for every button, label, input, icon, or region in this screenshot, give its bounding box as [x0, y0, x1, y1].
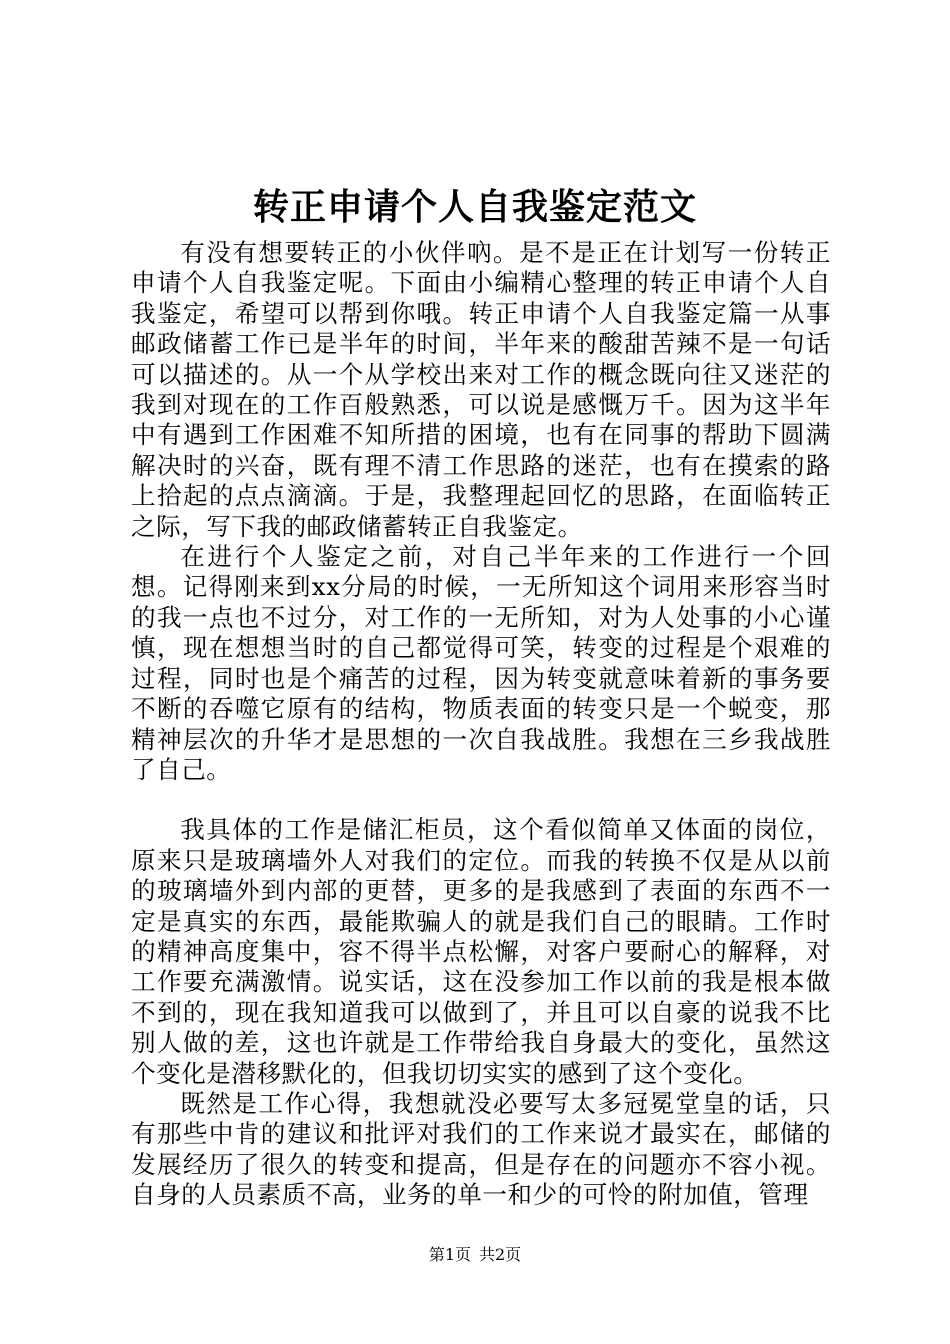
page-total: 共2页: [479, 1245, 522, 1264]
document-title: 转正申请个人自我鉴定范文: [252, 186, 697, 228]
paragraph-intro: 有没有想要转正的小伙伴吶。是不是正在计划写一份转正申请个人自我鉴定呢。下面由小编精心整理的转正申请个人自我鉴定，希望可以帮到你哦。转正申请个人自我鉴定篇一从事邮政储蓄工作已是半年的时间，半年来的酸甜苦辣不是一句话可以描述的。从一个从学校出来对工作的概念既向往又迷茫的我到对现在的工作百般熟悉，可以说是感慨万千。因为这半年中有遇到工作困难不知所措的困境，也有在同事的帮助下圆满解决时的兴奋，既有理不清工作思路的迷茫，也有在摸索的路上拾起的点点滴滴。于是，我整理起回忆的思路，在面临转正之际，写下我的邮政储蓄转正自我鉴定。: [131, 238, 831, 541]
paragraph-job-duties: 我具体的工作是储汇柜员，这个看似简单又体面的岗位，原来只是玻璃墙外人对我们的定位。而我的转换不仅是从以前的玻璃墙外到内部的更替，更多的是我感到了表面的东西不一定是真实的东西，最能欺骗人的就是我们自己的眼睛。工作时的精神高度集中，容不得半点松懈，对客户要耐心的解释，对工作要充满激情。说实话，这在没参加工作以前的我是根本做不到的，现在我知道我可以做到了，并且可以自豪的说我不比别人做的差，这也许就是工作带给我自身最大的变化，虽然这个变化是潜移默化的，但我切切实实的感到了这个变化。: [131, 815, 831, 1088]
paragraph-work-insights: 既然是工作心得，我想就没必要写太多冠冕堂皇的话，只有那些中肯的建议和批评对我们的工作来说才最实在，邮储的发展经历了很久的转变和提高，但是存在的问题亦不容小视。自身的人员素质不高，业务的单一和少的可怜的附加值，管理: [131, 1088, 831, 1210]
document-body: [131, 238, 831, 1211]
paragraph-reflection: 在进行个人鉴定之前，对自己半年来的工作进行一个回想。记得刚来到xx分局的时候，一无所知这个词用来形容当时的我一点也不过分，对工作的一无所知，对为人处事的小心谨慎，现在想想当时的自己都觉得可笑，转变的过程是个艰难的过程，同时也是个痛苦的过程，因为转变就意味着新的事务要不断的吞噬它原有的结构，物质表面的转变只是一个蜕变，那精神层次的升华才是思想的一次自我战胜。我想在三乡我战胜了自己。: [131, 542, 831, 784]
page-number: 第1页: [428, 1245, 471, 1264]
page-footer: [0, 1244, 950, 1266]
